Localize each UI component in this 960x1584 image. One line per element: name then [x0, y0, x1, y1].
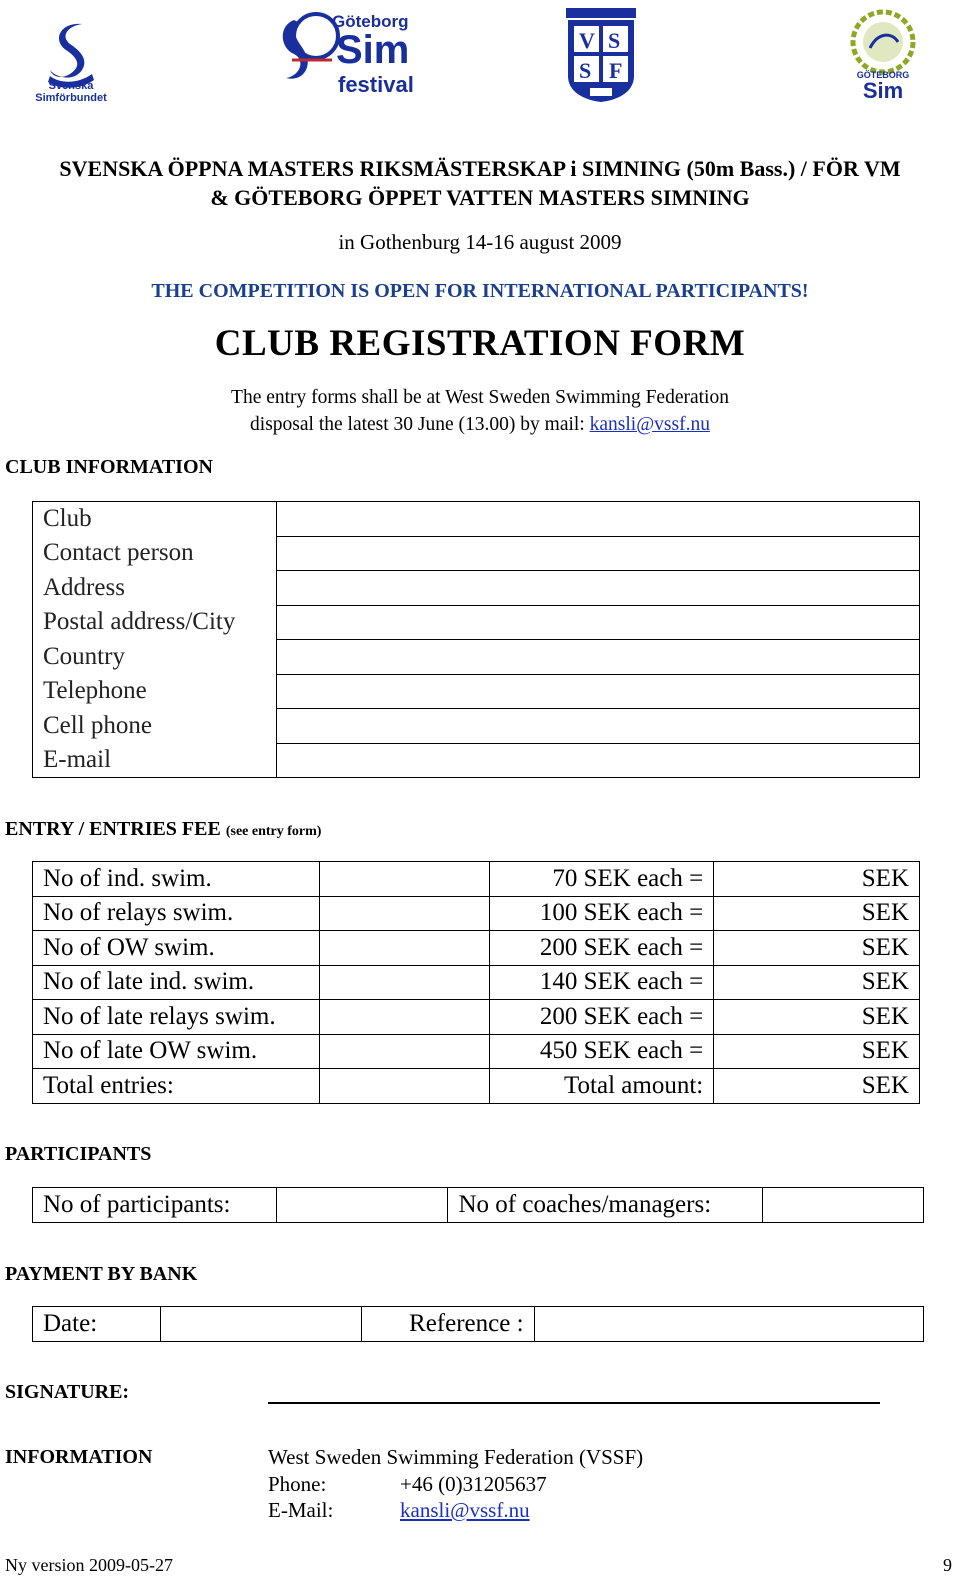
entry-amount-input[interactable]: SEK — [714, 1034, 920, 1069]
participants-input[interactable] — [276, 1188, 448, 1223]
club-info-row — [33, 605, 920, 640]
club-info-label: Country — [33, 640, 277, 675]
instructions — [0, 384, 960, 438]
date-input[interactable] — [160, 1307, 361, 1342]
entry-price: 200 SEK each = — [490, 931, 714, 966]
footer-page-number: 9 — [943, 1555, 952, 1575]
reference-input[interactable] — [534, 1307, 923, 1342]
entries-heading — [5, 818, 321, 841]
entry-count-input[interactable] — [319, 1069, 490, 1104]
entry-count-input[interactable] — [319, 1000, 490, 1035]
svg-text:F: F — [609, 58, 623, 83]
club-info-row — [33, 502, 920, 537]
entry-count-input[interactable] — [319, 931, 490, 966]
club-info-label: Club — [33, 502, 277, 537]
title-line-1: SVENSKA ÖPPNA MASTERS RIKSMÄSTERSKAP i SIMNING (50m Bass.) / FÖR VM — [59, 156, 901, 181]
form-title: CLUB REGISTRATION FORM — [214, 323, 746, 364]
svenska-simforbundet-logo: Svenska Simförbundet — [30, 18, 112, 106]
instructions-line-2 — [0, 411, 960, 438]
entry-price: 100 SEK each = — [490, 896, 714, 931]
entry-fee-row — [33, 1069, 920, 1104]
instructions-text: disposal the latest 30 June (13.00) by mail: — [250, 414, 585, 435]
entry-amount-input[interactable]: SEK — [714, 1000, 920, 1035]
club-info-row — [33, 640, 920, 675]
club-information-table — [32, 501, 920, 778]
entry-label: No of OW swim. — [33, 931, 320, 966]
entry-count-input[interactable] — [319, 862, 490, 897]
entry-label: No of late OW swim. — [33, 1034, 320, 1069]
club-info-label: Telephone — [33, 674, 277, 709]
vssf-crest-logo — [564, 6, 638, 104]
club-info-input[interactable] — [277, 502, 920, 537]
goteborg-sim-logo: GÖTEBORG Sim — [848, 8, 918, 102]
club-info-label: Cell phone — [33, 709, 277, 744]
entry-label: No of late relays swim. — [33, 1000, 320, 1035]
club-info-row — [33, 674, 920, 709]
goteborg-sim-festival-logo: Göteborg Sim festival — [272, 6, 422, 98]
entry-price: 450 SEK each = — [490, 1034, 714, 1069]
participants-heading: PARTICIPANTS — [5, 1143, 152, 1165]
footer-version: Ny version 2009-05-27 — [5, 1555, 173, 1575]
entry-label: No of relays swim. — [33, 896, 320, 931]
payment-table — [32, 1306, 924, 1342]
svg-text:S: S — [608, 28, 621, 53]
entries-heading-text: ENTRY / ENTRIES FEE — [5, 818, 221, 840]
participants-table — [32, 1187, 924, 1223]
entry-label: No of ind. swim. — [33, 862, 320, 897]
svg-text:V: V — [579, 28, 595, 53]
information-email-row — [268, 1497, 643, 1524]
email-label: E-Mail: — [268, 1498, 334, 1522]
coaches-label: No of coaches/managers: — [448, 1188, 763, 1223]
reference-label: Reference : — [361, 1307, 534, 1342]
entry-count-input[interactable] — [319, 896, 490, 931]
entries-fee-table — [32, 861, 920, 1104]
club-info-input[interactable] — [277, 571, 920, 606]
entry-fee-row — [33, 1034, 920, 1069]
entry-amount-input[interactable]: SEK — [714, 862, 920, 897]
information-heading: INFORMATION — [5, 1446, 153, 1468]
entry-fee-row — [33, 862, 920, 897]
club-info-label: Address — [33, 571, 277, 606]
club-info-input[interactable] — [277, 674, 920, 709]
open-notice: THE COMPETITION IS OPEN FOR INTERNATIONAL PARTICIPANTS! — [151, 280, 809, 302]
entry-count-input[interactable] — [319, 965, 490, 1000]
entry-amount-input[interactable]: SEK — [714, 965, 920, 1000]
entry-price: 70 SEK each = — [490, 862, 714, 897]
participants-label: No of participants: — [33, 1188, 277, 1223]
club-info-row — [33, 536, 920, 571]
club-info-label: E-mail — [33, 743, 277, 778]
location-date: in Gothenburg 14-16 august 2009 — [338, 230, 622, 254]
svg-text:S: S — [579, 58, 592, 83]
entry-fee-row — [33, 1000, 920, 1035]
information-block — [268, 1444, 643, 1524]
club-info-input[interactable] — [277, 536, 920, 571]
entry-price: 140 SEK each = — [490, 965, 714, 1000]
club-info-row — [33, 709, 920, 744]
instructions-line-1: The entry forms shall be at West Sweden Swimming Federation — [231, 387, 729, 408]
entry-label: No of late ind. swim. — [33, 965, 320, 1000]
club-info-input[interactable] — [277, 640, 920, 675]
club-info-row — [33, 743, 920, 778]
entry-amount-input[interactable]: SEK — [714, 931, 920, 966]
phone-label: Phone: — [268, 1471, 327, 1496]
club-info-label: Postal address/City — [33, 605, 277, 640]
payment-heading: PAYMENT BY BANK — [5, 1263, 198, 1285]
entry-fee-row — [33, 931, 920, 966]
signature-heading: SIGNATURE: — [5, 1381, 130, 1403]
information-email-link[interactable]: kansli@vssf.nu — [400, 1498, 530, 1522]
club-info-input[interactable] — [277, 709, 920, 744]
date-label: Date: — [33, 1307, 161, 1342]
entry-price: 200 SEK each = — [490, 1000, 714, 1035]
entry-price: Total amount: — [490, 1069, 714, 1104]
coaches-input[interactable] — [763, 1188, 924, 1223]
entry-amount-input[interactable]: SEK — [714, 1069, 920, 1104]
club-info-row — [33, 571, 920, 606]
information-org: West Sweden Swimming Federation (VSSF) — [268, 1445, 644, 1469]
club-information-heading: CLUB INFORMATION — [5, 456, 213, 478]
club-info-input[interactable] — [277, 605, 920, 640]
information-phone-row — [268, 1471, 643, 1498]
entry-fee-row — [33, 896, 920, 931]
instructions-email-link[interactable]: kansli@vssf.nu — [589, 414, 710, 435]
entry-count-input[interactable] — [319, 1034, 490, 1069]
entries-heading-note: (see entry form) — [225, 824, 322, 839]
entry-amount-input[interactable]: SEK — [714, 896, 920, 931]
signature-line[interactable] — [268, 1402, 880, 1404]
phone-value: +46 (0)31205637 — [400, 1471, 547, 1496]
club-info-label: Contact person — [33, 536, 277, 571]
title-line-2: & GÖTEBORG ÖPPET VATTEN MASTERS SIMNING — [210, 185, 750, 210]
entry-fee-row — [33, 965, 920, 1000]
entry-label: Total entries: — [33, 1069, 320, 1104]
club-info-input[interactable] — [277, 743, 920, 778]
